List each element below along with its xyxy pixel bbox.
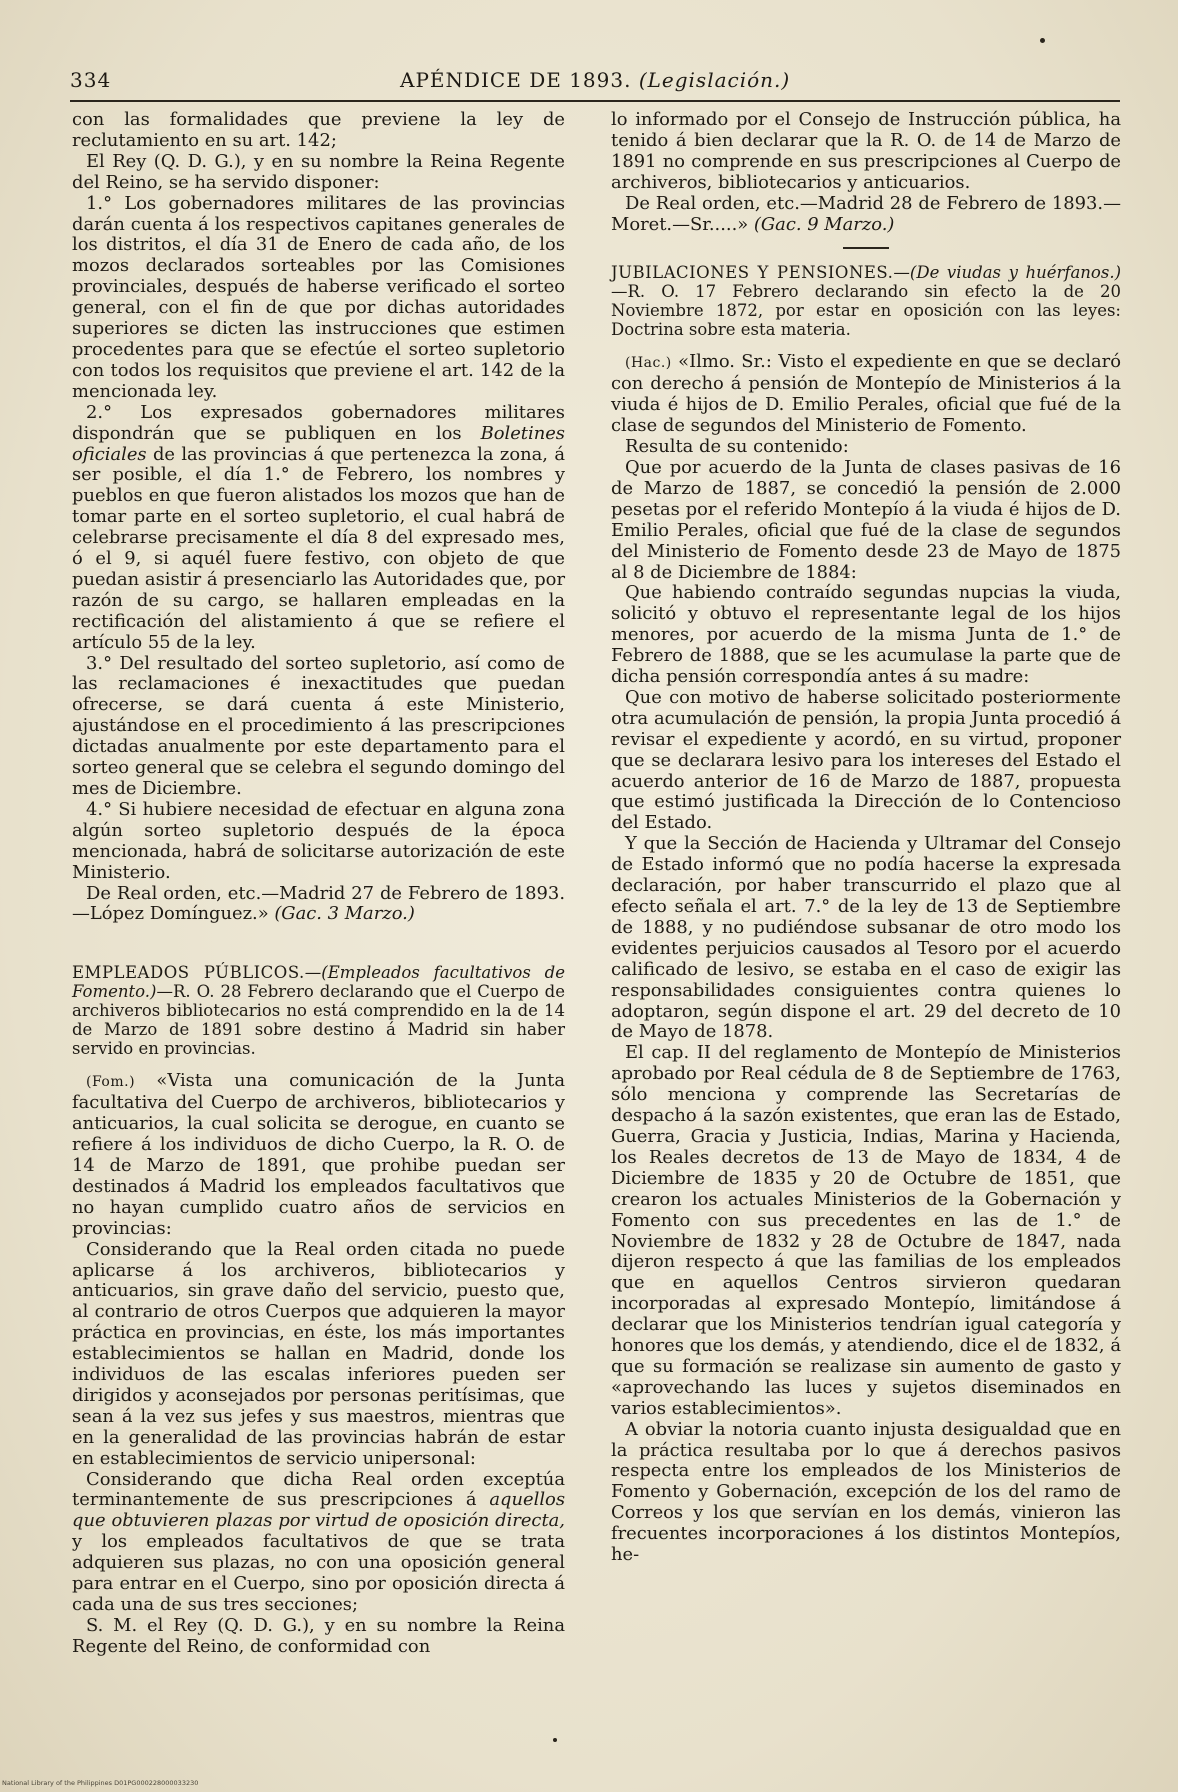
heading-summary: —R. O. 28 Febrero declarando que el Cuerpo de archiveros bibliotecarios no está comprendido en la de 14 de Marzo de 1891 sobre destino á Madrid sin haber servido en provincias. — [72, 982, 565, 1059]
text-run: De Real orden, etc.—Madrid 28 de Febrero de 1893.—Moret.—Sr.....» — [611, 192, 1121, 235]
paragraph: S. M. el Rey (Q. D. G.), y en su nombre la Reina Regente del Reino, de conformidad con — [72, 1614, 565, 1657]
signature-paragraph — [72, 884, 565, 926]
section-heading-jubilaciones — [611, 263, 1121, 339]
right-column — [611, 110, 1121, 1566]
text-run: 2.° Los expresados gobernadores militares dispondrán que se publiquen en los — [72, 401, 565, 444]
paragraph: Que habiendo contraído segundas nupcias la viuda, solicitó y obtuvo el representante legal de los hijos menores, por acuerdo de la misma Junta de 1.° de Febrero de 1888, que se les acumulase la parte que de dicha pensión correspondía antes á su madre: — [611, 582, 1121, 688]
heading-title: EMPLEADOS PÚBLICOS. — [72, 963, 305, 983]
signature-paragraph — [611, 194, 1121, 236]
paragraph: 1.° Los gobernadores militares de las provincias darán cuenta á los respectivos capitanes generales de los distritos, el día 31 de Enero de cada año, de los mozos declarados sorteables por las Comisiones provinciales, después de haberse verificado el sorteo general, con el fin de que por dichas autoridades superiores se dicten las instrucciones que estimen procedentes para que se efectúe el sorteo supletorio con todos los requisitos que previene el art. 142 de la mencionada ley. — [72, 192, 565, 402]
library-footer: National Library of the Philippines D01PG000228000033230 — [2, 1779, 199, 1787]
ink-speck — [553, 1738, 557, 1742]
paragraph: lo informado por el Consejo de Instrucción pública, ha tenido á bien declarar que la R. O. de 14 de Marzo de 1891 no comprende en sus prescripciones al Cuerpo de archiveros, bibliotecarios y anticuarios. — [611, 109, 1121, 193]
italic-run: aquellos que obtuvieren plazas por virtud de oposición directa, — [72, 1489, 565, 1532]
left-column — [72, 110, 565, 1658]
header-rule — [70, 100, 1120, 102]
page-header — [70, 68, 1120, 98]
paragraph — [611, 352, 1121, 437]
paragraph — [72, 1071, 565, 1239]
paragraph: Que por acuerdo de la Junta de clases pasivas de 16 de Marzo de 1887, se concedió la pensión de 2.000 pesetas por el referido Montepío á la viuda é hijos de D. Emilio Perales, oficial que fué de la clase de segundos del Ministerio de Fomento desde 23 de Mayo de 1875 al 8 de Diciembre de 1884: — [611, 456, 1121, 583]
ministry-tag: (Hac.) — [625, 355, 672, 372]
running-title — [400, 68, 790, 92]
running-title-main: APÉNDICE DE 1893. — [400, 68, 632, 92]
italic-run: Boletines oficiales — [72, 422, 565, 465]
gazette-citation: (Gac. 9 Marzo.) — [753, 213, 895, 235]
paragraph: 3.° Del resultado del sorteo supletorio, así como de las reclamaciones é inexactitudes que puedan ofrecerse, se dará cuenta á este Ministerio, ajustándose en el procedimiento á las prescripciones dictadas anualmente por este departamento para el sorteo general que se celebra el segundo domingo del mes de Diciembre. — [72, 652, 565, 799]
paragraph: Y que la Sección de Hacienda y Ultramar del Consejo de Estado informó que no podía hacerse la expresada declaración, por haber transcurrido el plazo que al efecto señala el art. 7.° de la ley de 13 de Septiembre de 1888, y no pudiéndose subsanar de otro modo los evidentes perjuicios causados al Tesoro por el acuerdo calificado de lesivo, se estaba en el caso de exigir las responsabilidades consiguientes contra quienes lo adoptaron, según dispone el art. 29 del decreto de 10 de Mayo de 1878. — [611, 833, 1121, 1043]
paragraph — [72, 1470, 565, 1616]
paragraph: 4.° Si hubiere necesidad de efectuar en alguna zona algún sorteo supletorio después de la época mencionada, habrá de solicitarse autorización de este Ministerio. — [72, 798, 565, 883]
text-run: «Vista una comunicación de la Junta facultativa del Cuerpo de archiveros, bibliotecarios y anticuarios, la cual solicita se derogue, en cuanto se refiere á los individuos de dicho Cuerpo, la R. O. de 14 de Marzo de 1891, que prohibe puedan ser destinados á Madrid los empleados facultativos que no hayan cumplido cuatro años de servicios en provincias: — [72, 1070, 565, 1239]
paragraph: Que con motivo de haberse solicitado posteriormente otra acumulación de pensión, la propia Junta procedió á revisar el expediente y acordó, en su virtud, proponer que se declarara lesivo para los intereses del Estado el acuerdo anterior de 16 de Marzo de 1887, propuesta que estimó justificada la Dirección de lo Contencioso del Estado. — [611, 686, 1121, 834]
section-gap — [72, 925, 565, 963]
section-heading-empleados — [72, 963, 565, 1058]
paragraph: con las formalidades que previene la ley de reclutamiento en su art. 142; — [72, 109, 565, 151]
ink-speck — [1040, 38, 1045, 43]
heading-title: JUBILACIONES Y PENSIONES. — [611, 263, 894, 283]
ministry-tag: (Fom.) — [86, 1074, 136, 1091]
heading-subtitle: —(De viudas y huérfanos.) — [893, 263, 1122, 283]
text-run: y los empleados facultativos de que se trata adquieren sus plazas, no con una oposición general para entrar en el Cuerpo, sino por oposición directa á cada una de sus tres secciones; — [72, 1531, 565, 1615]
text-run: De Real orden, etc.—Madrid 27 de Febrero de 1893.—López Domínguez.» — [72, 882, 565, 925]
heading-summary: —R. O. 17 Febrero declarando sin efecto la de 20 Noviembre 1872, por estar en oposición con las leyes: Doctrina sobre esta materia. — [611, 282, 1121, 340]
paragraph: El Rey (Q. D. G.), y en su nombre la Reina Regente del Reino, se ha servido disponer: — [72, 150, 565, 193]
section-separator — [843, 247, 889, 249]
paragraph: Considerando que la Real orden citada no puede aplicarse á los archiveros, bibliotecarios y anticuarios, sin grave daño del servicio, puesto que, al contrario de otros Cuerpos que adquieren la mayor práctica en provincias, en éste, los más importantes establecimientos se hallan en Madrid, donde los individuos de las escalas inferiores pueden ser dirigidos y aconsejados por personas peritísimas, que sean á la vez sus jefes y sus maestros, mientras que en la generalidad de las provincias habrán de estar en establecimientos de servicio unipersonal: — [72, 1238, 565, 1469]
text-run: de las provincias á que pertenezca la zona, á ser posible, el día 1.° de Febrero, los nombres y pueblos en que fueron alistados los mozos que han de tomar parte en el sorteo supletorio, el cual habrá de celebrarse precisamente el día 8 del expresado mes, ó el 9, si aquél fuere festivo, con objeto de que puedan asistir á presenciarlo las Autoridades que, por razón de su cargo, se hallaren empleadas en la rectificación del alistamiento á que se refiere el artículo 55 de la ley. — [72, 443, 565, 653]
page-number: 334 — [70, 68, 112, 92]
text-run: «Ilmo. Sr.: Visto el expediente en que se declaró con derecho á pensión de Montepío de Ministerios á la viuda é hijos de D. Emilio Perales, oficial que fué de la clase de segundos del Ministerio de Fomento. — [611, 351, 1121, 437]
gazette-citation: (Gac. 3 Marzo.) — [274, 903, 415, 925]
heading-subtitle: —(Empleados facultativos de Fomento.) — [72, 963, 565, 1002]
paragraph: Resulta de su contenido: — [625, 436, 849, 458]
paragraph — [72, 403, 565, 654]
paragraph: El cap. II del reglamento de Montepío de Ministerios aprobado por Real cédula de 8 de Septiembre de 1763, sólo menciona y comprende las Secretarías de despacho á la sazón existentes, que eran las de Estado, Guerra, Gracia y Justicia, Indias, Marina y Hacienda, los Reales decretos de 13 de Mayo de 1834, 4 de Diciembre de 1835 y 20 de Octubre de 1851, que crearon los actuales Ministerios de la Gobernación y Fomento con sus precedentes en las de 1.° de Noviembre de 1832 y 28 de Octubre de 1847, nada dijeron respecto á que las familias de los empleados que en aquellos Centros sirvieron quedaran incorporadas al expresado Montepío, limitándose á declarar que los Ministerios tendrían igual categoría y honores que los demás, y atendiendo, dice el de 1832, á que su formación se realizase sin aumento de gasto y «aprovechando las luces y sujetos diseminados en varios establecimientos». — [611, 1042, 1121, 1419]
paragraph: A obviar la notoria cuanto injusta desigualdad que en la práctica resultaba por lo que á derechos pasivos respecta entre los empleados de los Ministerios de Fomento y Gobernación, excepción de los del ramo de Correos y los que servían en los demás, vinieron las frecuentes incorporaciones á los distintos Montepíos, he- — [611, 1418, 1121, 1566]
running-title-italic: (Legislación.) — [638, 68, 791, 92]
text-run: Considerando que dicha Real orden exceptúa terminantemente de sus prescripciones á — [72, 1468, 565, 1511]
